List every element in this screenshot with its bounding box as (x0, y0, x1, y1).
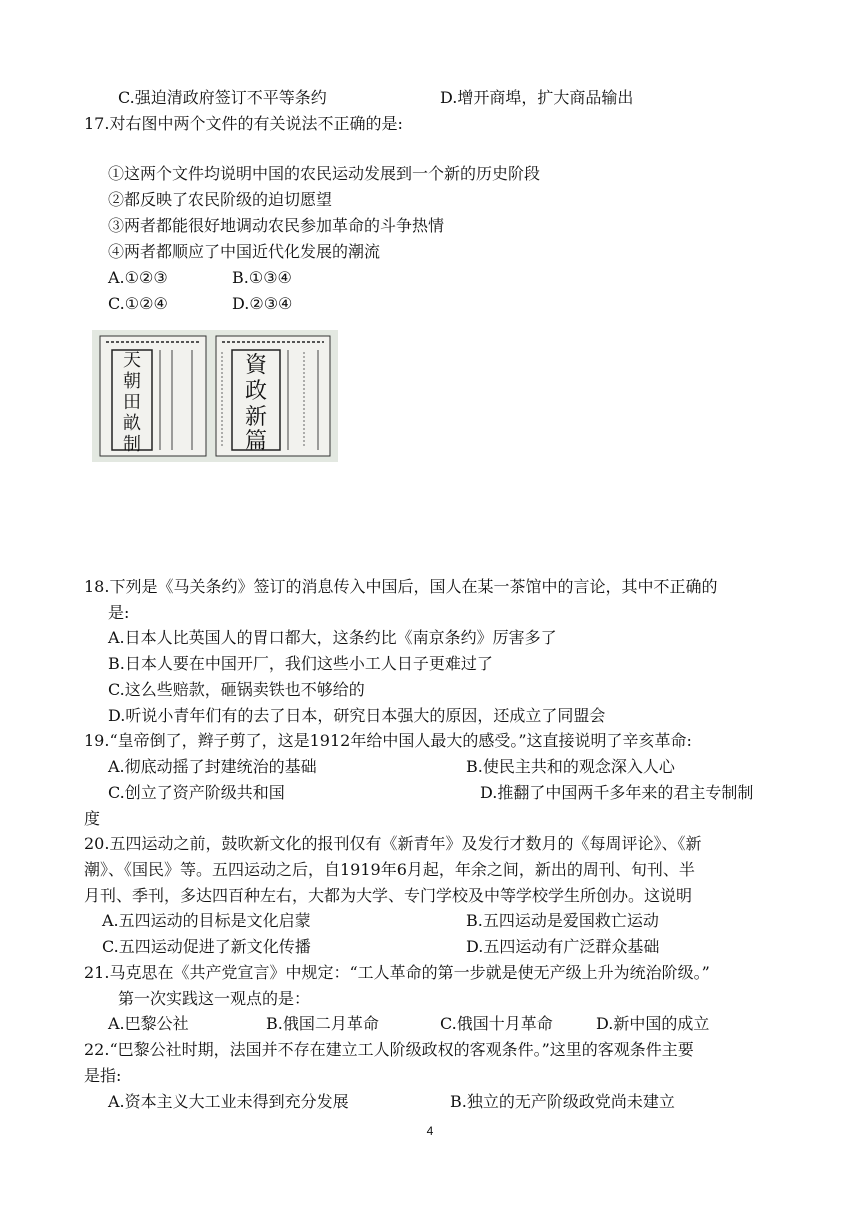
q17-statement-3: ③两者都能很好地调动农民参加革命的斗争热情 (108, 216, 445, 235)
q17-stem: 17.对右图中两个文件的有关说法不正确的是: (84, 114, 403, 133)
q18-option-d: D.听说小青年们有的去了日本，研究日本强大的原因，还成立了同盟会 (108, 706, 606, 725)
q22-option-a: A.资本主义大工业未得到充分发展 (108, 1092, 349, 1111)
q21-stem-line-1: 21.马克思在《共产党宣言》中规定：“工人革命的第一步就是使无产级上升为统治阶级。” (84, 963, 710, 982)
q21-option-d: D.新中国的成立 (596, 1014, 710, 1033)
q19-option-d-continued: 度 (84, 809, 101, 828)
q17-statement-2: ②都反映了农民阶级的迫切愿望 (108, 190, 333, 209)
q18-option-c: C.这么些赔款，砸锅卖铁也不够给的 (108, 680, 365, 699)
q17-option-c: C.①②④ (108, 294, 168, 313)
q20-option-b: B.五四运动是爱国救亡运动 (466, 911, 659, 930)
q20-option-c: C.五四运动促进了新文化传播 (102, 937, 311, 956)
q16-option-d: D.增开商埠，扩大商品输出 (440, 88, 634, 107)
q17-document-images (92, 330, 338, 462)
svg-text:田: 田 (123, 392, 141, 413)
q17-option-b: B.①③④ (232, 268, 292, 287)
q19-option-b: B.使民主共和的观念深入人心 (466, 757, 675, 776)
q21-option-a: A.巴黎公社 (108, 1014, 189, 1033)
q20-option-d: D.五四运动有广泛群众基础 (466, 937, 660, 956)
svg-text:朝: 朝 (123, 371, 141, 392)
svg-text:政: 政 (244, 379, 268, 404)
q21-option-b: B.俄国二月革命 (266, 1014, 379, 1033)
q19-option-d: D.推翻了中国两千多年来的君主专制制 (480, 783, 754, 802)
q22-stem-line-2: 是指: (84, 1066, 122, 1085)
svg-text:新: 新 (244, 405, 268, 430)
q17-statement-4: ④两者都顺应了中国近代化发展的潮流 (108, 242, 381, 261)
q17-statement-1: ①这两个文件均说明中国的农民运动发展到一个新的历史阶段 (108, 164, 541, 183)
q20-option-a: A.五四运动的目标是文化启蒙 (102, 911, 311, 930)
svg-text:畝: 畝 (123, 413, 141, 434)
q20-stem-line-3: 月刊、季刊，多达四百种左右，大都为大学、专门学校及中等学校学生所创办。这说明 (84, 886, 693, 905)
q17-option-d: D.②③④ (232, 294, 293, 313)
svg-text:制: 制 (123, 434, 141, 455)
svg-text:資: 資 (244, 353, 268, 378)
q19-stem: 19.“皇帝倒了，辫子剪了，这是1912年给中国人最大的感受。”这直接说明了辛亥革命: (84, 731, 692, 750)
q19-option-a: A.彻底动摇了封建统治的基础 (108, 757, 317, 776)
q22-option-b: B.独立的无产阶级政党尚未建立 (450, 1092, 675, 1111)
q19-option-c: C.创立了资产阶级共和国 (108, 783, 285, 802)
svg-text:天: 天 (123, 350, 141, 371)
page-number: 4 (426, 1124, 434, 1138)
q16-option-c: C.强迫清政府签订不平等条约 (118, 88, 327, 107)
tianchao-document-cover (100, 336, 206, 456)
q22-stem-line-1: 22.“巴黎公社时期，法国并不存在建立工人阶级政权的客观条件。”这里的客观条件主要 (84, 1040, 694, 1059)
q18-stem-line-1: 18.下列是《马关条约》签订的消息传入中国后，国人在某一茶馆中的言论，其中不正确的 (84, 577, 718, 596)
q20-stem-line-1: 20.五四运动之前，鼓吹新文化的报刊仅有《新青年》及发行才数月的《每周评论》、《新 (84, 834, 702, 853)
q21-stem-line-2: 第一次实践这一观点的是： (118, 989, 311, 1008)
q18-stem-line-2: 是: (108, 603, 130, 622)
q18-option-b: B.日本人要在中国开厂，我们这些小工人日子更难过了 (108, 654, 493, 673)
svg-text:篇: 篇 (244, 429, 268, 454)
q17-option-a: A.①②③ (108, 268, 168, 287)
q20-stem-line-2: 潮》、《国民》等。五四运动之后，自1919年6月起，年余之间，新出的周刊、旬刊、半 (84, 860, 695, 879)
q18-option-a: A.日本人比英国人的胃口都大，这条约比《南京条约》厉害多了 (108, 628, 557, 647)
q21-option-c: C.俄国十月革命 (440, 1014, 553, 1033)
zizheng-document-cover (216, 336, 330, 456)
